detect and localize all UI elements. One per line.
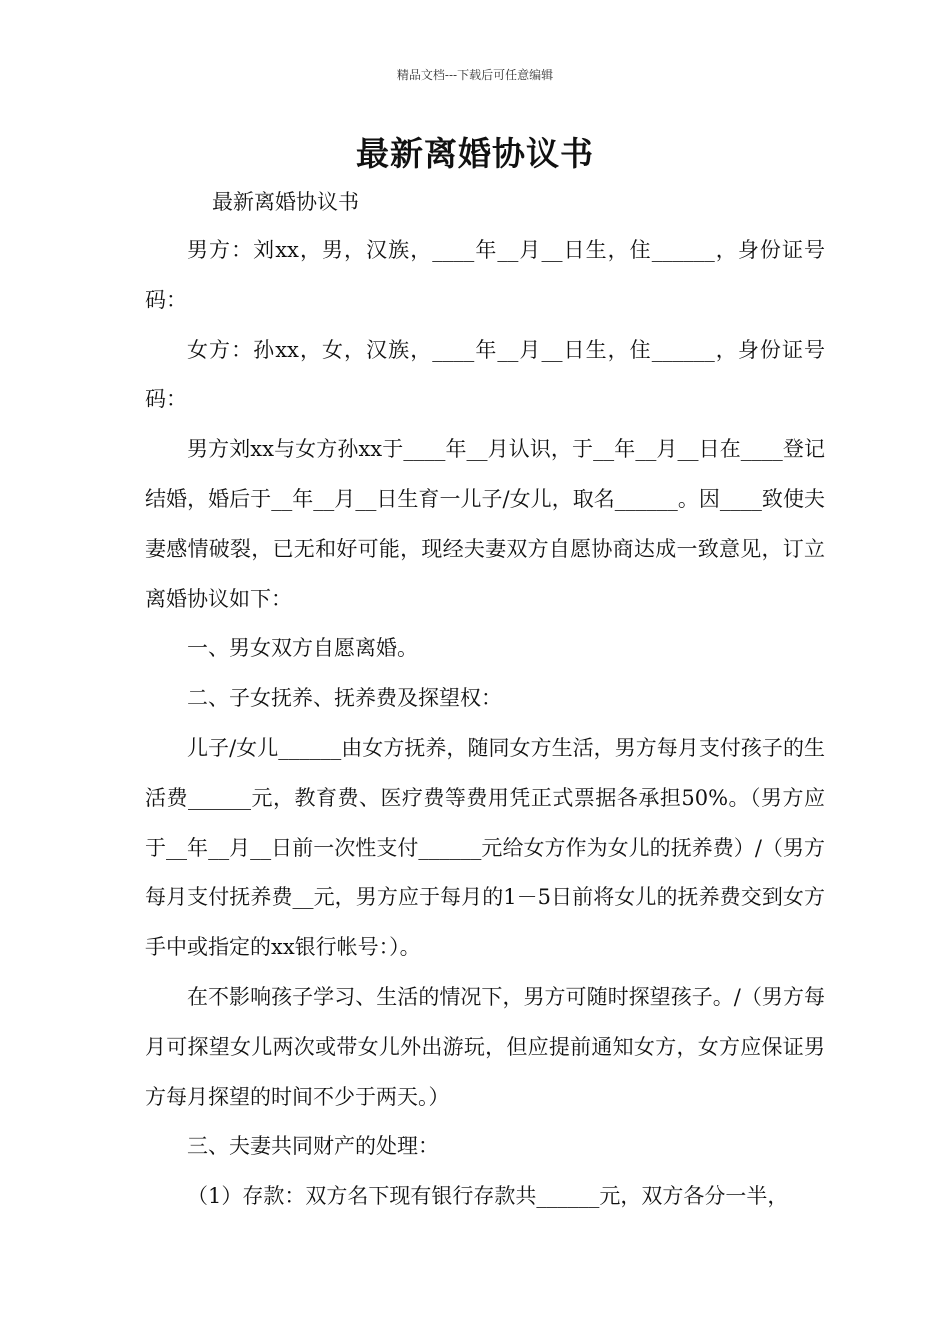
document-body (145, 226, 825, 1222)
paragraph-visitation: 在不影响孩子学习、生活的情况下，男方可随时探望孩子。/（男方每月可探望女儿两次或带女儿外出游玩，但应提前通知女方，女方应保证男方每月探望的时间不少于两天。） (145, 984, 825, 1109)
paragraph-marriage-background: 男方刘xx与女方孙xx于____年__月认识，于__年__月__日在____登记结婚，婚后于__年__月__日生育一儿子/女儿，取名______。因____致使夫妻感情破裂，已无和好可能，现经夫妻双方自愿协商达成一致意见，订立离婚协议如下： (145, 437, 825, 611)
clause-2-heading: 二、子女抚养、抚养费及探望权： (187, 686, 502, 711)
header-note: 精品文档---下载后可任意编辑 (396, 68, 554, 82)
paragraph-savings: （1）存款：双方名下现有银行存款共______元，双方各分一半， (187, 1184, 789, 1209)
clause-3-heading: 三、夫妻共同财产的处理： (187, 1134, 439, 1159)
clause-1-divorce: 一、男女双方自愿离婚。 (187, 636, 418, 661)
paragraph-female-party: 女方：孙xx，女，汉族，____年__月__日生，住______，身份证号码： (145, 337, 825, 412)
document-title: 最新离婚协议书 (356, 134, 594, 173)
paragraph-child-support: 儿子/女儿______由女方抚养，随同女方生活，男方每月支付孩子的生活费______元，教育费、医疗费等费用凭正式票据各承担50%。（男方应于__年__月__日前一次性支付______元给女方作为女儿的抚养费）/（男方每月支付抚养费__元，男方应于每月的1－5日前将女儿的抚养费交到女方手中或指定的xx银行帐号：）。 (145, 735, 825, 960)
document-subtitle: 最新离婚协议书 (212, 190, 359, 214)
paragraph-male-party: 男方：刘xx，男，汉族，____年__月__日生，住______，身份证号码： (145, 238, 825, 312)
